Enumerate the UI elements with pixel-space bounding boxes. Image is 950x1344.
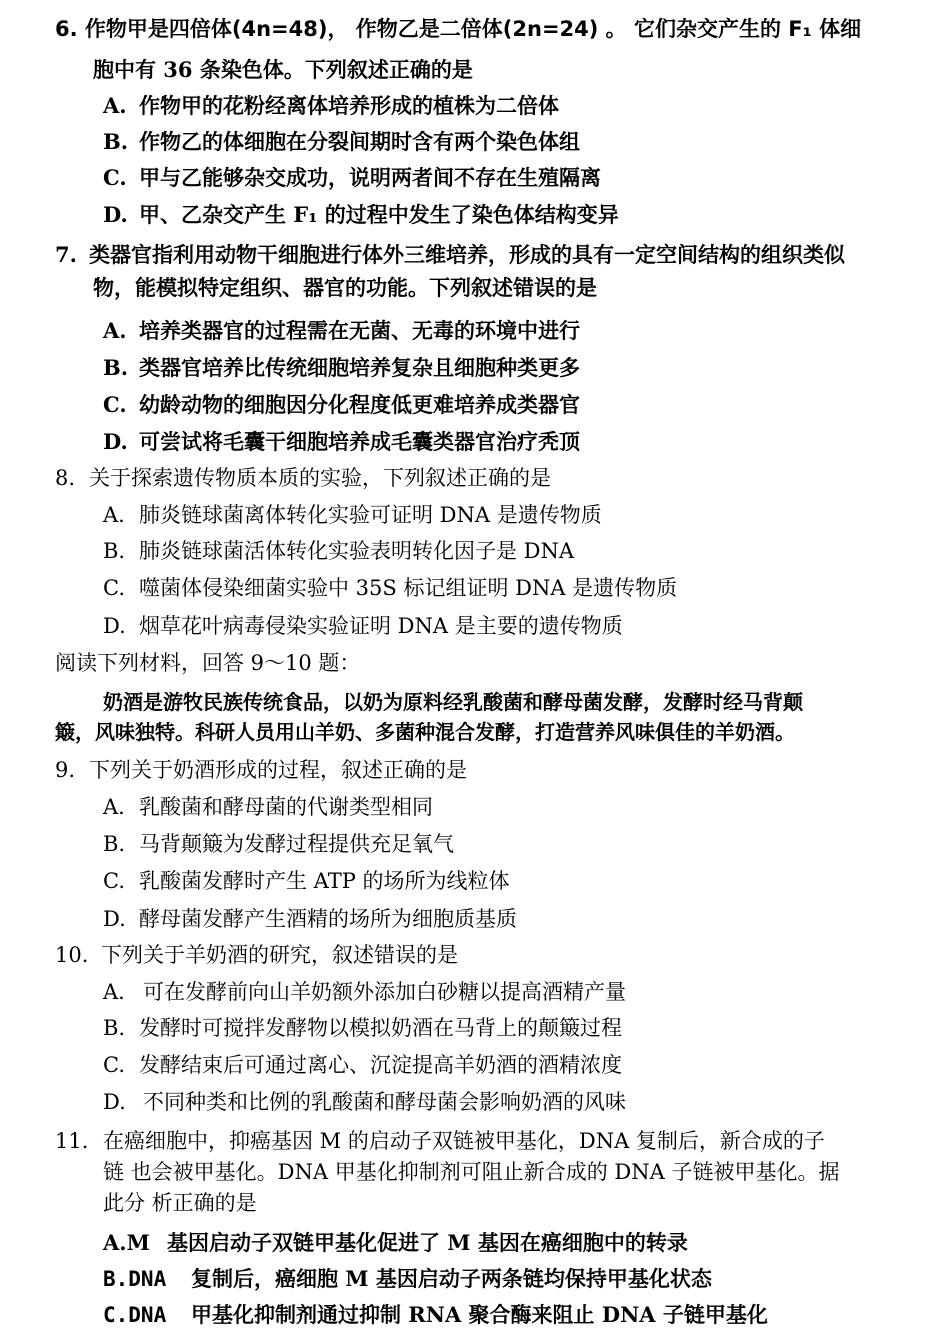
- q10-option-a: [103, 977, 626, 1007]
- q6-option-c: [103, 163, 601, 193]
- option-text: 可尝试将毛囊干细胞培养成毛囊类器官治疗秃顶: [139, 429, 580, 454]
- q7-option-b: [103, 353, 580, 383]
- option-text: 肺炎链球菌活体转化实验表明转化因子是 DNA: [139, 539, 575, 563]
- option-text: 可在发酵前向山羊奶额外添加白砂糖以提高酒精产量: [143, 980, 626, 1004]
- option-key: A.: [103, 318, 127, 343]
- question-number: 7.: [55, 242, 77, 267]
- option-text: 作物甲的花粉经离体培养形成的植株为二倍体: [139, 93, 559, 118]
- q6-option-b: [103, 127, 580, 157]
- option-key: D.: [103, 907, 126, 931]
- option-key: D.: [103, 614, 126, 638]
- stem-text: 关于探索遗传物质本质的实验，下列叙述正确的是: [89, 466, 551, 490]
- option-key: C.: [103, 869, 125, 893]
- q9-stem-line1: [55, 755, 467, 785]
- option-text: 甲基化抑制剂通过抑制 RNA 聚合酶来阻止 DNA 子链甲基化: [191, 1302, 768, 1327]
- option-text: 酵母菌发酵产生酒精的场所为细胞质基质: [139, 907, 517, 931]
- q7-option-c: [103, 390, 580, 420]
- q8-option-a: [103, 500, 602, 530]
- question-number: 11.: [55, 1129, 89, 1153]
- stem-text: 类器官指利用动物干细胞进行体外三维培养，形成的具有一定空间结构的组织类似: [89, 242, 845, 267]
- option-text: 噬菌体侵染细菌实验中 35S 标记组证明 DNA 是遗传物质: [139, 576, 678, 600]
- q10-stem-line1: [55, 940, 458, 970]
- q6-option-a: [103, 91, 559, 121]
- q11-option-a: [103, 1228, 688, 1258]
- material-intro: 阅读下列材料，回答 9～10 题：: [55, 651, 361, 675]
- option-key: C.: [103, 165, 127, 190]
- q7-option-a: [103, 316, 580, 346]
- option-text: 发酵时可搅拌发酵物以模拟奶酒在马背上的颠簸过程: [139, 1016, 622, 1040]
- stem-text: 下列关于羊奶酒的研究，叙述错误的是: [101, 943, 458, 967]
- option-text: 乳酸菌发酵时产生 ATP 的场所为线粒体: [139, 869, 510, 893]
- q7-stem-line1: [55, 240, 845, 270]
- question-number: 8.: [55, 466, 76, 490]
- option-text: 肺炎链球菌离体转化实验可证明 DNA 是遗传物质: [139, 503, 602, 527]
- option-key: B.: [103, 355, 129, 380]
- q6-stem-line1: 6. 作物甲是四倍体(4n=48)， 作物乙是二倍体(2n=24) 。 它们杂交产生的 F₁ 体细: [55, 17, 862, 41]
- option-key: B.: [103, 1016, 126, 1040]
- option-text: 马背颠簸为发酵过程提供充足氧气: [139, 832, 454, 856]
- q11-stem-line1: [55, 1126, 825, 1156]
- option-text: 作物乙的体细胞在分裂间期时含有两个染色体组: [139, 129, 580, 154]
- q7-option-d: [103, 427, 580, 457]
- option-key: B.DNA: [103, 1267, 167, 1291]
- option-key: A.: [103, 980, 125, 1004]
- option-key: B.: [103, 539, 126, 563]
- q8-option-c: [103, 573, 677, 603]
- question-number: 9.: [55, 758, 76, 782]
- option-key: A.: [103, 503, 125, 527]
- q6-option-d: [103, 200, 619, 230]
- question-number: 10.: [55, 943, 89, 967]
- q11-option-c: [103, 1300, 768, 1330]
- option-text: 类器官培养比传统细胞培养复杂且细胞种类更多: [139, 355, 580, 380]
- option-key: A.: [103, 795, 125, 819]
- material-line1: 奶酒是游牧民族传统食品，以奶为原料经乳酸菌和酵母菌发酵，发酵时经马背颠: [103, 690, 803, 714]
- option-text: 甲与乙能够杂交成功，说明两者间不存在生殖隔离: [139, 165, 601, 190]
- q11-stem-line2: 链 也会被甲基化。DNA 甲基化抑制剂可阻止新合成的 DNA 子链被甲基化。据: [103, 1160, 840, 1184]
- option-text: 培养类器官的过程需在无菌、无毒的环境中进行: [139, 318, 580, 343]
- q8-option-d: [103, 611, 623, 641]
- material-line2: 簸，风味独特。科研人员用山羊奶、多菌种混合发酵，打造营养风味俱佳的羊奶酒。: [55, 720, 795, 744]
- option-text: 甲、乙杂交产生 F₁ 的过程中发生了染色体结构变异: [139, 202, 619, 227]
- q10-option-b: [103, 1013, 622, 1043]
- q9-option-c: [103, 866, 510, 896]
- option-key: D.: [103, 1090, 126, 1114]
- option-key: A.: [103, 93, 127, 118]
- q10-option-c: [103, 1050, 622, 1080]
- q9-option-a: [103, 792, 433, 822]
- option-text: 不同种类和比例的乳酸菌和酵母菌会影响奶酒的风味: [143, 1090, 626, 1114]
- option-key: B.: [103, 129, 129, 154]
- q10-option-d: [103, 1087, 626, 1117]
- q8-option-b: [103, 536, 574, 566]
- option-text: 幼龄动物的细胞因分化程度低更难培养成类器官: [139, 392, 580, 417]
- option-text: 发酵结束后可通过离心、沉淀提高羊奶酒的酒精浓度: [139, 1053, 622, 1077]
- option-text: 复制后，癌细胞 M 基因启动子两条链均保持甲基化状态: [191, 1266, 712, 1291]
- q7-stem-line2: 物，能模拟特定组织、器官的功能。下列叙述错误的是: [93, 275, 597, 300]
- stem-text: 下列关于奶酒形成的过程，叙述正确的是: [89, 758, 467, 782]
- q6-stem-line2: 胞中有 36 条染色体。下列叙述正确的是: [93, 57, 473, 82]
- option-key: A.M: [103, 1230, 150, 1255]
- option-key: C.: [103, 1053, 125, 1077]
- option-key: D.: [103, 202, 128, 227]
- option-text: 烟草花叶病毒侵染实验证明 DNA 是主要的遗传物质: [139, 614, 623, 638]
- q9-option-d: [103, 904, 517, 934]
- q11-option-b: [103, 1264, 712, 1294]
- option-key: C.: [103, 392, 127, 417]
- q11-stem-line3: 此分 析正确的是: [103, 1191, 257, 1215]
- q9-option-b: [103, 829, 454, 859]
- option-key: C.DNA: [103, 1303, 167, 1327]
- option-key: C.: [103, 576, 125, 600]
- option-text: 乳酸菌和酵母菌的代谢类型相同: [139, 795, 433, 819]
- option-key: D.: [103, 429, 128, 454]
- option-text: 基因启动子双链甲基化促进了 M 基因在癌细胞中的转录: [167, 1230, 688, 1255]
- stem-text: 在癌细胞中，抑癌基因 M 的启动子双链被甲基化，DNA 复制后，新合成的子: [103, 1129, 825, 1153]
- q8-stem-line1: [55, 463, 551, 493]
- option-key: B.: [103, 832, 126, 856]
